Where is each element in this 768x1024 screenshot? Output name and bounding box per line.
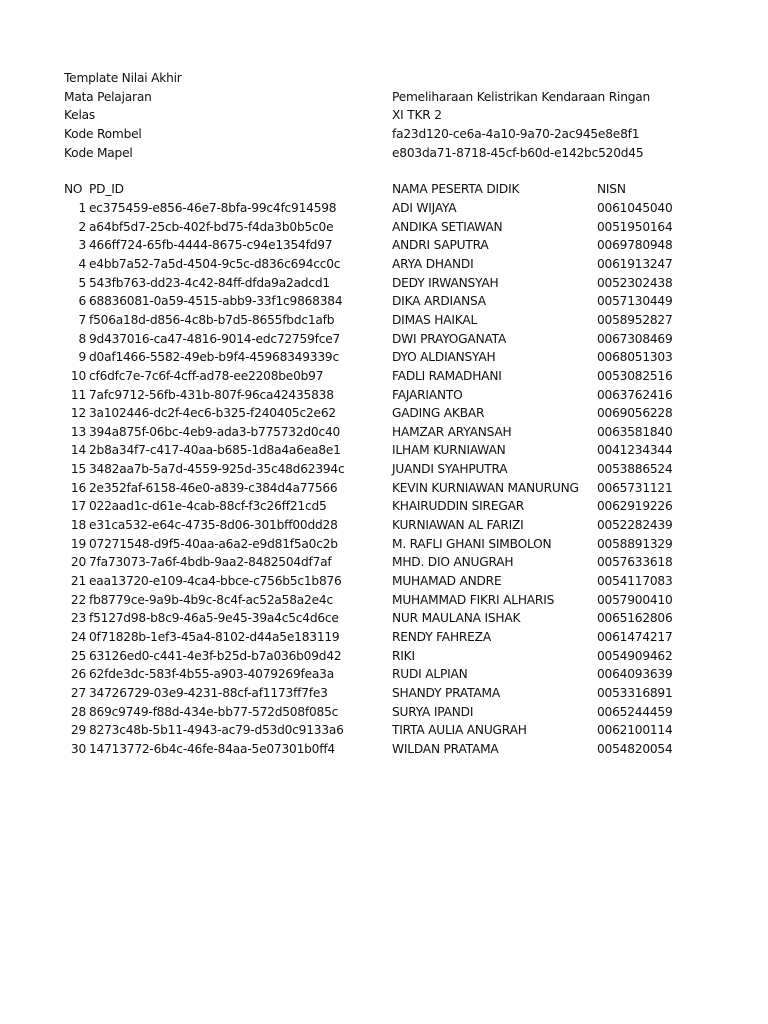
row-number: 9: [78, 350, 86, 365]
table-row: [0, 386, 768, 405]
nisn-cell: 0051950164: [597, 219, 673, 234]
table-row: [0, 274, 768, 293]
table-row: [0, 330, 768, 349]
table-row: [0, 367, 768, 386]
nisn-cell: 0063581840: [597, 424, 673, 439]
header-nisn: NISN: [597, 182, 626, 196]
pd-id-cell: 2b8a34f7-c417-40aa-b685-1d8a4a6ea8e1: [89, 443, 341, 458]
nisn-cell: 0053082516: [597, 368, 673, 383]
row-number: 16: [70, 480, 86, 495]
table-row: [0, 404, 768, 423]
row-number: 30: [70, 741, 86, 756]
student-name-cell: DIMAS HAIKAL: [392, 312, 478, 327]
table-row: [0, 218, 768, 237]
student-name-cell: ARYA DHANDI: [392, 256, 474, 271]
pd-id-cell: 63126ed0-c441-4e3f-b25d-b7a036b09d42: [89, 648, 342, 663]
student-name-cell: KEVIN KURNIAWAN MANURUNG: [392, 480, 579, 495]
table-header-row: [0, 180, 768, 199]
student-name-cell: RENDY FAHREZA: [392, 629, 491, 644]
pd-id-cell: e31ca532-e64c-4735-8d06-301bff00dd28: [89, 518, 338, 533]
meta-label: Kode Rombel: [64, 127, 142, 141]
table-row: [0, 292, 768, 311]
nisn-cell: 0062100114: [597, 723, 673, 738]
student-name-cell: DIKA ARDIANSA: [392, 294, 486, 309]
nisn-cell: 0054117083: [597, 574, 673, 588]
pd-id-cell: 7afc9712-56fb-431b-807f-96ca42435838: [89, 387, 334, 402]
nisn-cell: 0058891329: [597, 536, 673, 551]
nisn-cell: 0061474217: [597, 629, 673, 644]
row-number: 14: [70, 443, 86, 458]
student-name-cell: MHD. DIO ANUGRAH: [392, 555, 514, 570]
row-number: 27: [70, 685, 86, 700]
student-name-cell: WILDAN PRATAMA: [392, 741, 499, 756]
nisn-cell: 0061045040: [597, 201, 673, 215]
student-name-cell: ADI WIJAYA: [392, 201, 457, 215]
row-number: 7: [78, 312, 86, 327]
nisn-cell: 0064093639: [597, 667, 673, 682]
meta-value: XI TKR 2: [392, 108, 442, 122]
meta-label: Kode Mapel: [64, 146, 133, 160]
student-name-cell: DYO ALDIANSYAH: [392, 350, 496, 365]
pd-id-cell: f506a18d-d856-4c8b-b7d5-8655fbdc1afb: [89, 312, 335, 327]
student-name-cell: SHANDY PRATAMA: [392, 685, 500, 700]
pd-id-cell: 3a102446-dc2f-4ec6-b325-f240405c2e62: [89, 406, 336, 421]
table-row: [0, 441, 768, 460]
nisn-cell: 0052282439: [597, 518, 673, 533]
row-number: 10: [70, 368, 86, 383]
nisn-cell: 0052302438: [597, 275, 673, 290]
pd-id-cell: 62fde3dc-583f-4b55-a903-4079269fea3a: [89, 667, 334, 682]
nisn-cell: 0065731121: [597, 480, 673, 495]
pd-id-cell: 394a875f-06bc-4eb9-ada3-b775732d0c40: [89, 424, 341, 439]
nisn-cell: 0061913247: [597, 256, 673, 271]
student-name-cell: GADING AKBAR: [392, 406, 485, 421]
nisn-cell: 0063762416: [597, 387, 673, 402]
row-number: 4: [78, 256, 86, 271]
pd-id-cell: 7fa73073-7a6f-4bdb-9aa2-8482504df7af: [89, 555, 332, 570]
row-number: 8: [78, 331, 86, 346]
nisn-cell: 0057633618: [597, 555, 673, 570]
student-name-cell: DEDY IRWANSYAH: [392, 275, 499, 290]
table-row: [0, 628, 768, 647]
student-name-cell: ANDIKA SETIAWAN: [392, 219, 503, 234]
student-name-cell: ILHAM KURNIAWAN: [392, 443, 506, 458]
table-row: [0, 572, 768, 591]
pd-id-cell: eaa13720-e109-4ca4-bbce-c756b5c1b876: [89, 574, 342, 588]
pd-id-cell: 34726729-03e9-4231-88cf-af1173ff7fe3: [89, 685, 328, 700]
row-number: 24: [70, 629, 86, 644]
row-number: 5: [78, 275, 86, 290]
student-name-cell: HAMZAR ARYANSAH: [392, 424, 512, 439]
row-number: 12: [70, 406, 86, 421]
row-number: 13: [70, 424, 86, 439]
nisn-cell: 0041234344: [597, 443, 673, 458]
student-name-cell: M. RAFLI GHANI SIMBOLON: [392, 536, 552, 551]
table-row: [0, 460, 768, 479]
row-number: 2: [78, 219, 86, 234]
nisn-cell: 0053886524: [597, 462, 673, 477]
row-number: 19: [70, 536, 86, 551]
table-row: [0, 497, 768, 516]
nisn-cell: 0053316891: [597, 685, 673, 700]
table-row: [0, 591, 768, 610]
nisn-cell: 0069056228: [597, 406, 673, 421]
table-row: [0, 199, 768, 218]
meta-value: fa23d120-ce6a-4a10-9a70-2ac945e8e8f1: [392, 127, 640, 141]
row-number: 1: [78, 201, 86, 215]
nisn-cell: 0054909462: [597, 648, 673, 663]
student-name-cell: KHAIRUDDIN SIREGAR: [392, 499, 524, 514]
pd-id-cell: f5127d98-b8c9-46a5-9e45-39a4c5c4d6ce: [89, 611, 339, 626]
row-number: 25: [70, 648, 86, 663]
table-row: [0, 516, 768, 535]
table-row: [0, 665, 768, 684]
table-row: [0, 703, 768, 722]
header-nama-peserta-didik: NAMA PESERTA DIDIK: [392, 182, 520, 196]
student-name-cell: KURNIAWAN AL FARIZI: [392, 518, 524, 533]
table-row: [0, 609, 768, 628]
table-row: [0, 311, 768, 330]
pd-id-cell: 8273c48b-5b11-4943-ac79-d53d0c9133a6: [89, 723, 344, 738]
row-number: 11: [70, 387, 86, 402]
nisn-cell: 0069780948: [597, 238, 673, 253]
table-row: [0, 721, 768, 740]
row-number: 15: [70, 462, 86, 477]
table-row: [0, 553, 768, 572]
pd-id-cell: 9d437016-ca47-4816-9014-edc72759fce7: [89, 331, 341, 346]
student-name-cell: RUDI ALPIAN: [392, 667, 468, 682]
row-number: 6: [78, 294, 86, 309]
table-row: [0, 348, 768, 367]
row-number: 20: [70, 555, 86, 570]
pd-id-cell: 07271548-d9f5-40aa-a6a2-e9d81f5a0c2b: [89, 536, 338, 551]
pd-id-cell: 14713772-6b4c-46fe-84aa-5e07301b0ff4: [89, 741, 335, 756]
pd-id-cell: e4bb7a52-7a5d-4504-9c5c-d836c694cc0c: [89, 256, 341, 271]
table-row: [0, 479, 768, 498]
row-number: 26: [70, 667, 86, 682]
pd-id-cell: 0f71828b-1ef3-45a4-8102-d44a5e183119: [89, 629, 340, 644]
student-name-cell: ANDRI SAPUTRA: [392, 238, 489, 253]
student-name-cell: SURYA IPANDI: [392, 704, 474, 719]
nisn-cell: 0065162806: [597, 611, 673, 626]
student-name-cell: NUR MAULANA ISHAK: [392, 611, 521, 626]
nisn-cell: 0057130449: [597, 294, 673, 309]
pd-id-cell: 466ff724-65fb-4444-8675-c94e1354fd97: [89, 238, 333, 253]
student-name-cell: MUHAMMAD FIKRI ALHARIS: [392, 592, 555, 607]
pd-id-cell: 022aad1c-d61e-4cab-88cf-f3c26ff21cd5: [89, 499, 327, 514]
nisn-cell: 0057900410: [597, 592, 673, 607]
nisn-cell: 0068051303: [597, 350, 673, 365]
meta-label: Kelas: [64, 108, 96, 122]
table-row: [0, 647, 768, 666]
pd-id-cell: 869c9749-f88d-434e-bb77-572d508f085c: [89, 704, 339, 719]
row-number: 23: [70, 611, 86, 626]
nisn-cell: 0058952827: [597, 312, 673, 327]
table-row: [0, 740, 768, 759]
table-row: [0, 684, 768, 703]
row-number: 29: [70, 723, 86, 738]
meta-value: Pemeliharaan Kelistrikan Kendaraan Ringan: [392, 90, 651, 104]
student-name-cell: JUANDI SYAHPUTRA: [392, 462, 508, 477]
table-row: [0, 535, 768, 554]
document-title: Template Nilai Akhir: [64, 71, 182, 85]
student-name-cell: FADLI RAMADHANI: [392, 368, 502, 383]
student-name-cell: RIKI: [392, 648, 415, 663]
student-name-cell: TIRTA AULIA ANUGRAH: [392, 723, 527, 738]
header-no: NO: [64, 182, 83, 196]
student-name-cell: MUHAMAD ANDRE: [392, 574, 502, 588]
row-number: 17: [70, 499, 86, 514]
pd-id-cell: 3482aa7b-5a7d-4559-925d-35c48d62394c: [89, 462, 345, 477]
row-number: 22: [70, 592, 86, 607]
meta-label: Mata Pelajaran: [64, 90, 152, 104]
meta-value: e803da71-8718-45cf-b60d-e142bc520d45: [392, 146, 644, 160]
nisn-cell: 0054820054: [597, 741, 673, 756]
student-name-cell: FAJARIANTO: [392, 387, 463, 402]
pd-id-cell: cf6dfc7e-7c6f-4cff-ad78-ee2208be0b97: [89, 368, 324, 383]
pd-id-cell: a64bf5d7-25cb-402f-bd75-f4da3b0b5c0e: [89, 219, 334, 234]
nisn-cell: 0065244459: [597, 704, 673, 719]
pd-id-cell: ec375459-e856-46e7-8bfa-99c4fc914598: [89, 201, 337, 215]
header-pd-id: PD_ID: [89, 182, 124, 196]
nisn-cell: 0067308469: [597, 331, 673, 346]
table-row: [0, 423, 768, 442]
pd-id-cell: fb8779ce-9a9b-4b9c-8c4f-ac52a58a2e4c: [89, 592, 333, 607]
nisn-cell: 0062919226: [597, 499, 673, 514]
row-number: 21: [70, 574, 86, 588]
table-row: [0, 255, 768, 274]
student-name-cell: DWI PRAYOGANATA: [392, 331, 507, 346]
pd-id-cell: 68836081-0a59-4515-abb9-33f1c9868384: [89, 294, 343, 309]
row-number: 18: [70, 518, 86, 533]
row-number: 28: [70, 704, 86, 719]
table-row: [0, 236, 768, 255]
pd-id-cell: d0af1466-5582-49eb-b9f4-45968349339c: [89, 350, 339, 365]
pd-id-cell: 543fb763-dd23-4c42-84ff-dfda9a2adcd1: [89, 275, 330, 290]
row-number: 3: [78, 238, 86, 253]
pd-id-cell: 2e352faf-6158-46e0-a839-c384d4a77566: [89, 480, 338, 495]
